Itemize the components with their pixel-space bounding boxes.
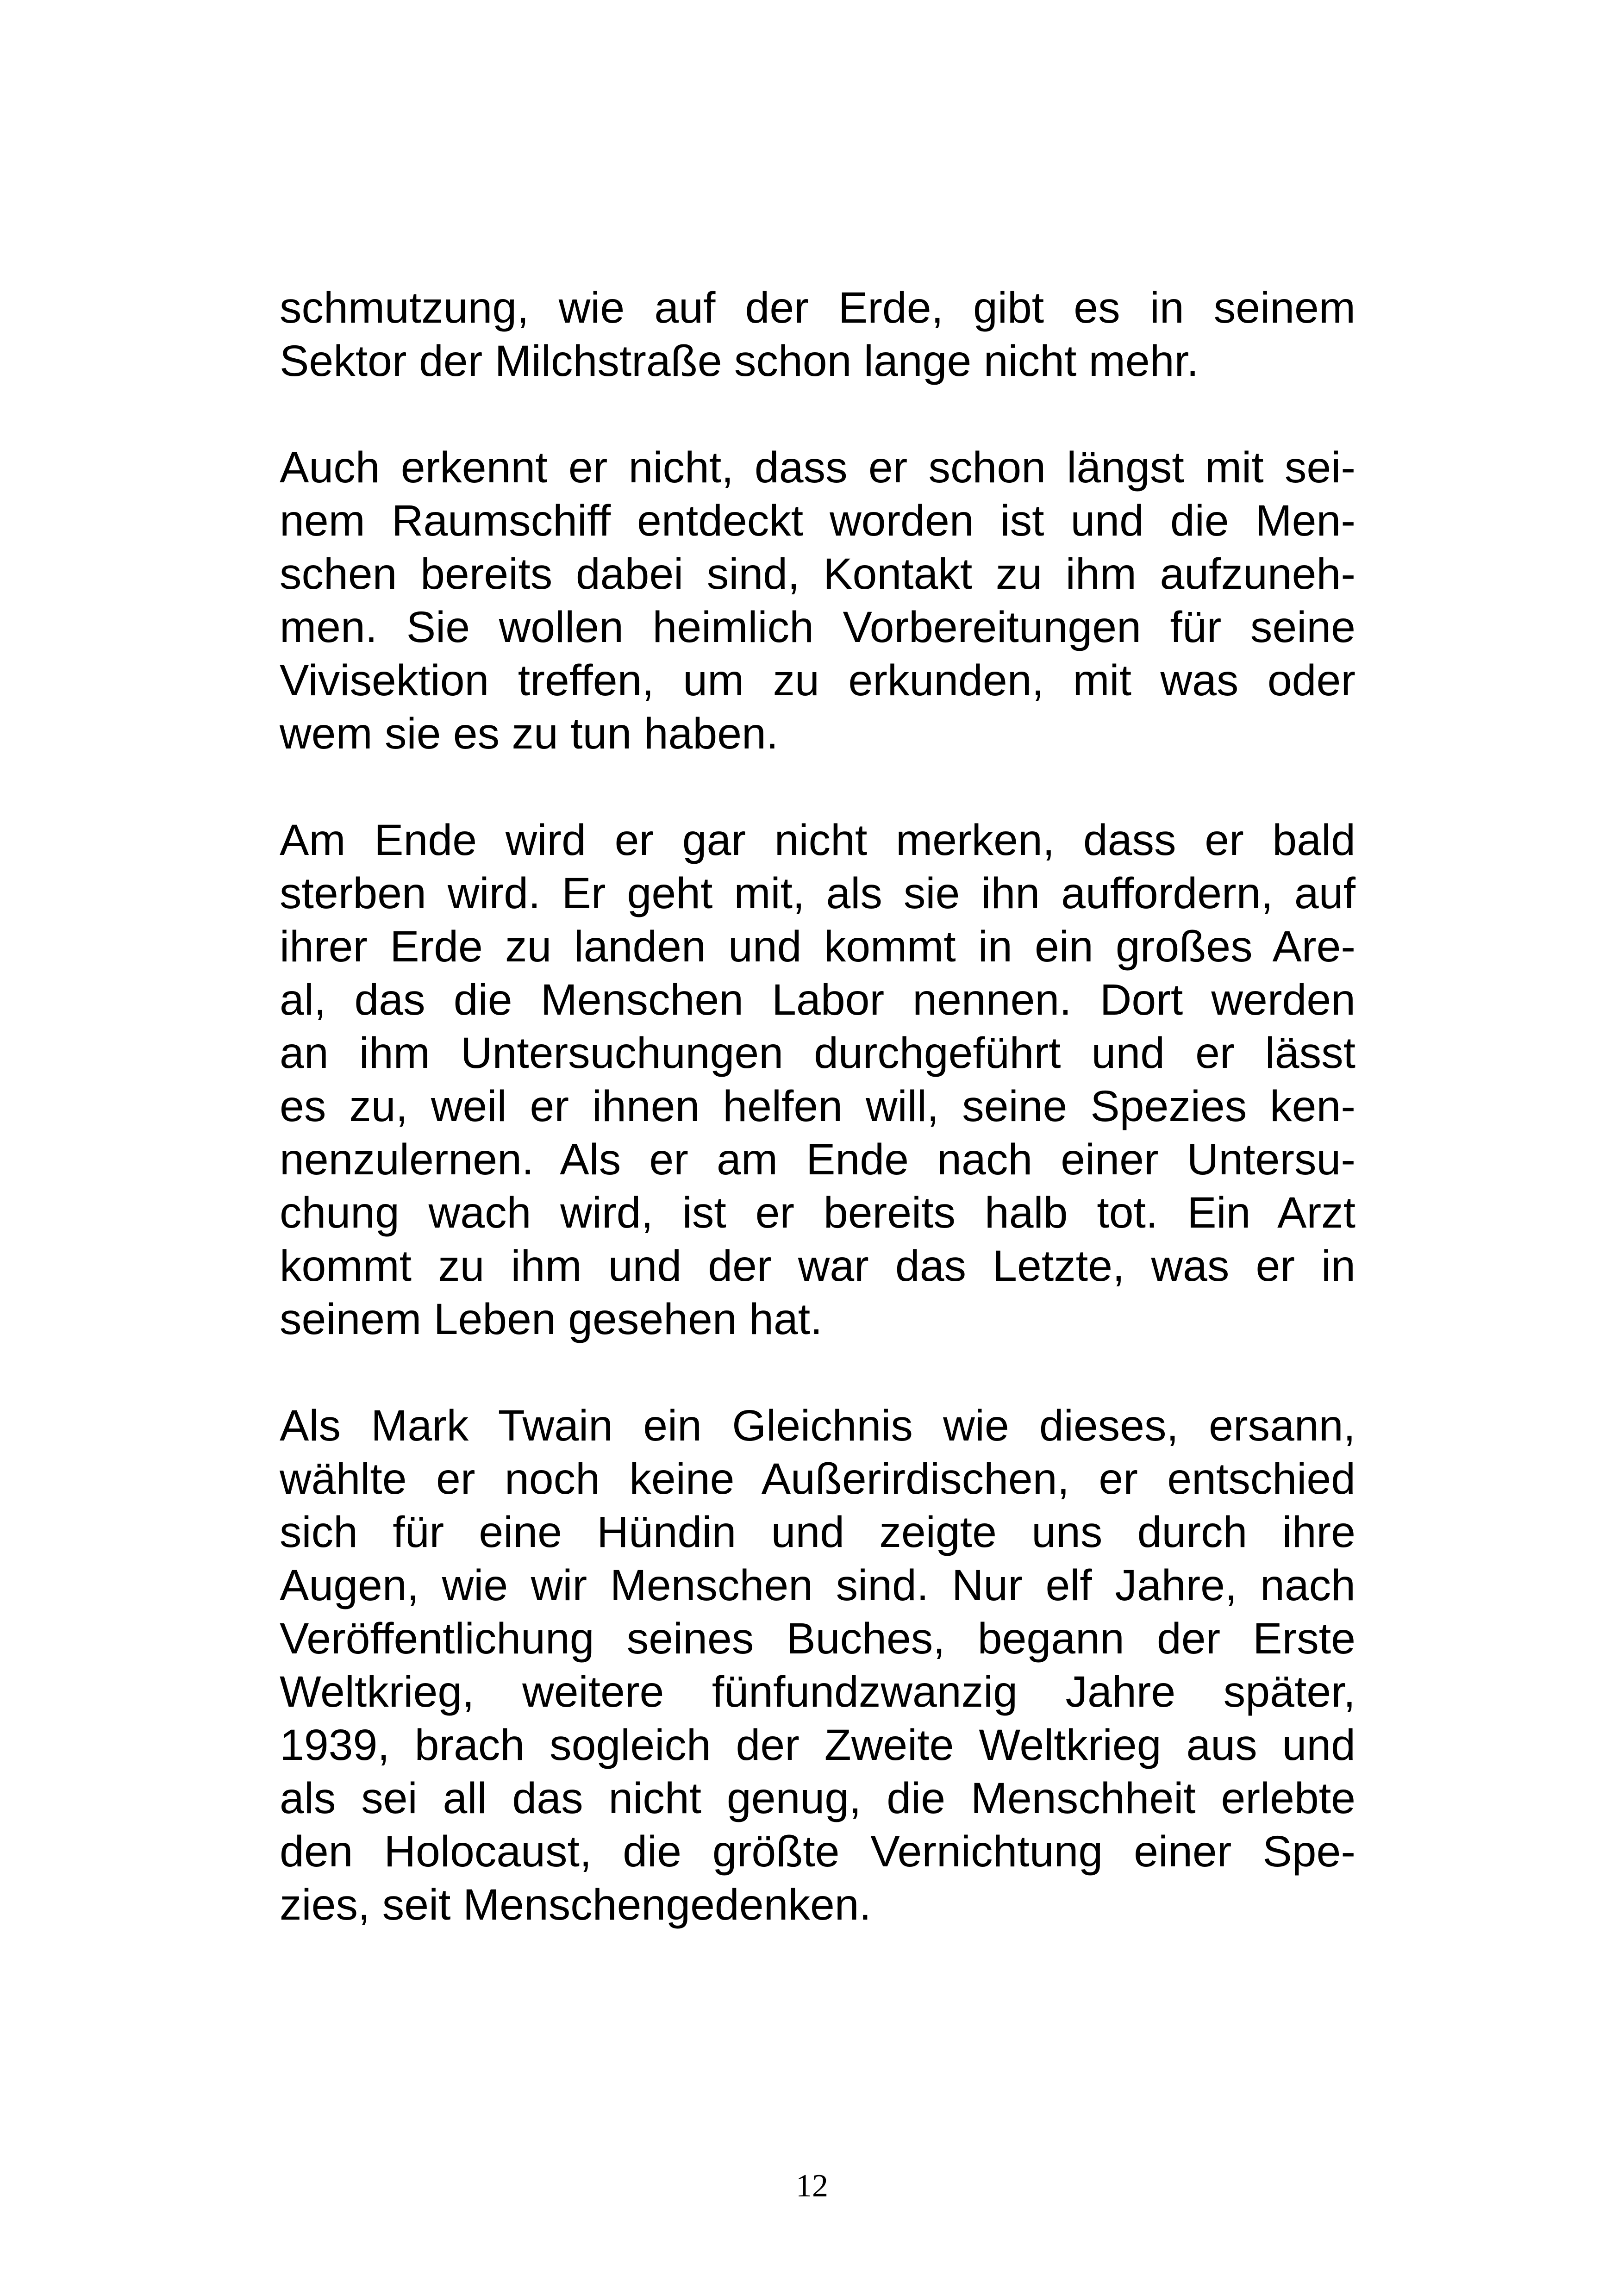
page-number: 12 [796,2168,828,2204]
paragraph-1 [280,281,1355,388]
text-line: den Holocaust, die größte Vernichtung einer Spe- [280,1827,1355,1876]
paragraph-3 [280,814,1355,1346]
text-line: seinem Leben gesehen hat. [280,1295,823,1344]
text-line: Sektor der Milchstraße schon lange nicht mehr. [280,337,1199,386]
text-line: Am Ende wird er gar nicht merken, dass er bald [280,816,1355,865]
text-line: schmutzung, wie auf der Erde, gibt es in seinem [280,283,1355,332]
text-line: ihrer Erde zu landen und kommt in ein großes Are- [280,922,1355,971]
text-line: Veröffentlichung seines Buches, begann der Erste [280,1614,1355,1663]
text-line: men. Sie wollen heimlich Vorbereitungen für seine [280,603,1355,652]
text-line: es zu, weil er ihnen helfen will, seine Spezies ken- [280,1082,1355,1131]
text-line: zies, seit Menschengedenken. [280,1880,872,1929]
text-line: wählte er noch keine Außerirdischen, er entschied [280,1454,1355,1503]
text-line: wem sie es zu tun haben. [280,709,779,758]
text-line: schen bereits dabei sind, Kontakt zu ihm aufzuneh- [280,549,1355,599]
text-line: sterben wird. Er geht mit, als sie ihn auffordern, auf [280,869,1355,918]
text-line: kommt zu ihm und der war das Letzte, was er in [280,1241,1355,1291]
text-line: al, das die Menschen Labor nennen. Dort werden [280,975,1355,1024]
text-line: Augen, wie wir Menschen sind. Nur elf Jahre, nach [280,1561,1355,1610]
paragraph-4 [280,1399,1355,1932]
text-line: Weltkrieg, weitere fünfundzwanzig Jahre später, [280,1667,1355,1716]
text-line: Als Mark Twain ein Gleichnis wie dieses, ersann, [280,1401,1355,1450]
text-line: sich für eine Hündin und zeigte uns durch ihre [280,1508,1355,1557]
text-line: nenzulernen. Als er am Ende nach einer Untersu- [280,1135,1355,1184]
text-line: nem Raumschiff entdeckt worden ist und die Men- [280,496,1355,545]
body-text [280,281,1355,1985]
text-line: an ihm Untersuchungen durchgeführt und er lässt [280,1029,1355,1078]
text-line: chung wach wird, ist er bereits halb tot. Ein Arzt [280,1188,1355,1237]
text-line: 1939, brach sogleich der Zweite Weltkrieg aus und [280,1721,1355,1770]
text-line: Vivisektion treffen, um zu erkunden, mit was oder [280,656,1355,705]
paragraph-2 [280,441,1355,761]
text-line: als sei all das nicht genug, die Menschheit erlebte [280,1774,1355,1823]
text-line: Auch erkennt er nicht, dass er schon längst mit sei- [280,443,1355,492]
